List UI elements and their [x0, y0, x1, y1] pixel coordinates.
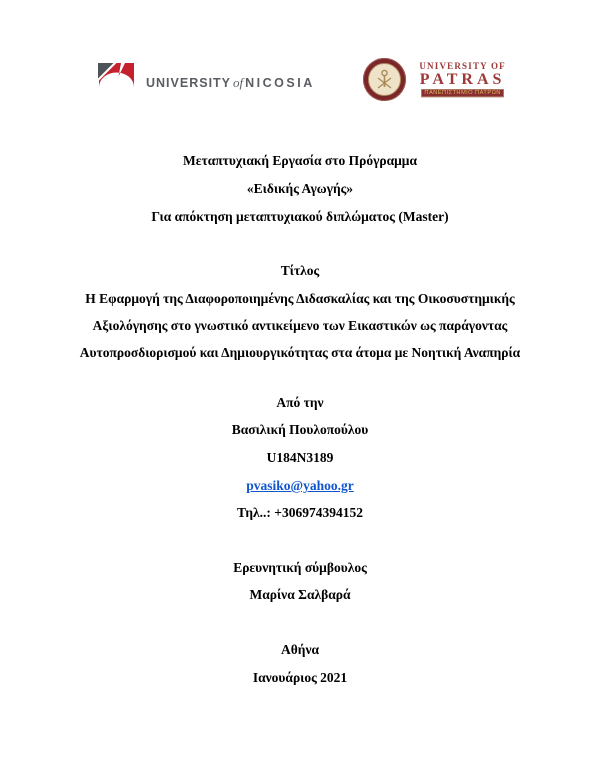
patras-seal-figure	[368, 63, 401, 96]
program-line-1: Μεταπτυχιακή Εργασία στο Πρόγραμμα	[183, 153, 417, 168]
saint-andrew-figure-icon	[374, 68, 395, 91]
nicosia-wordmark	[146, 75, 315, 91]
city-line: Αθήνα	[280, 642, 320, 657]
nicosia-u-mark-icon	[97, 62, 135, 103]
title-line-2: Αξιολόγησης στο γνωστικό αντικείμενο των Εικαστικών ως παράγοντας	[92, 318, 508, 333]
patras-seal-icon	[363, 58, 406, 101]
author-name: Βασιλική Πουλοπούλου	[231, 422, 369, 437]
patras-name-text: PATRAS	[419, 70, 506, 88]
university-of-nicosia-logo	[97, 62, 315, 103]
date-line: Ιανουάριος 2021	[252, 670, 348, 685]
patras-greek-banner: ΠΑΝΕΠΙΣΤΗΜΙΟ ΠΑΤΡΩΝ	[421, 89, 504, 97]
nicosia-word-nicosia: NICOSIA	[245, 75, 315, 90]
title-line-3: Αυτοπροσδιορισμού και Δημιουργικότητας στα άτομα με Νοητική Αναπηρία	[79, 345, 521, 360]
program-line-3: Για απόκτηση μεταπτυχιακού διπλώματος (Master)	[151, 209, 449, 224]
advisor-name: Μαρίνα Σαλβαρά	[249, 587, 351, 602]
patras-university-of-text: UNIVERSITY OF	[419, 60, 506, 71]
title-label: Τίτλος	[280, 263, 320, 278]
phone-line: Τηλ..: +306974394152	[237, 505, 363, 520]
patras-wordmark	[412, 61, 513, 99]
advisor-label: Ερευνητική σύμβουλος	[233, 560, 367, 575]
university-of-patras-logo	[363, 58, 513, 101]
email-line	[0, 472, 600, 500]
title-line-1: Η Εφαρμογή της Διαφοροποιημένης Διδασκαλίας και της Οικοσυστημικής	[85, 291, 515, 306]
nicosia-word-of: of	[233, 74, 244, 90]
nicosia-word-university: UNIVERSITY	[146, 75, 232, 90]
student-id: U184N3189	[266, 450, 334, 465]
email-link[interactable]: pvasiko@yahoo.gr	[246, 478, 354, 493]
by-label: Από την	[276, 395, 324, 410]
program-line-2: «Ειδικής Αγωγής»	[246, 181, 354, 196]
